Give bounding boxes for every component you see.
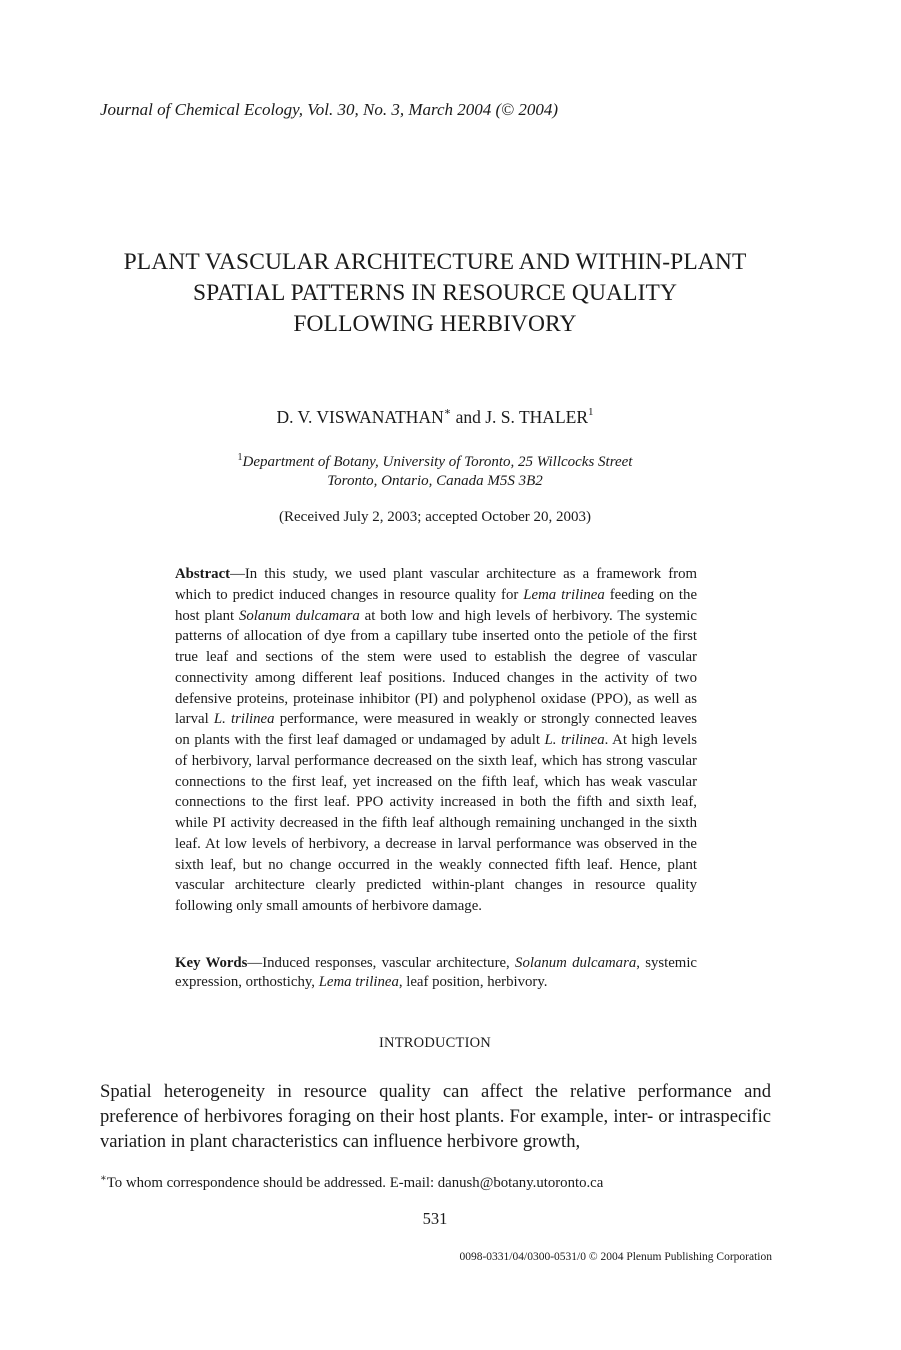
keywords-text: , systemic expression, orthostichy, [175,955,697,990]
copyright-line: 0098-0331/04/0300-0531/0 © 2004 Plenum Publishing Corporation [459,1251,772,1263]
keywords-text: , leaf position, herbivory. [398,974,548,990]
author-name: D. V. VISWANATHAN [276,406,444,427]
keywords-label: Key Words [175,955,248,971]
abstract [175,564,697,917]
abstract-text: feeding on the host plant [175,586,698,624]
abstract-text: . At high levels of herbivory, larval performance decreased on the sixth leaf, which has strong vascular connections to the first leaf, yet increased on the fifth leaf, which has weak vascular connections to the first leaf. PPO activity increased in both the fifth and sixth leaf, while PI activity decreased in the fifth leaf although remaining unchanged in the sixth leaf. At low levels of herbivory, a decrease in larval performance was observed in the sixth leaf, but no change occurred in the weakly connected fifth leaf. Hence, plant vascular architecture clearly predicted within-plant changes in resource quality following only small amounts of herbivore damage. [175,732,697,914]
received-dates: (Received July 2, 2003; accepted October 20, 2003) [279,509,591,525]
affiliation-line [120,448,750,472]
affiliation [120,448,750,491]
footnote-mark: ∗ [100,1173,107,1184]
species-name: L. trilinea [544,732,605,748]
keywords-text: —Induced responses, vascular architecture, [247,955,516,971]
abstract-label: Abstract [175,566,231,582]
author-conjunction: and [451,406,486,427]
author-name: J. S. THALER [485,406,588,427]
author-footnote-mark: ∗ [443,406,452,418]
correspondence-footnote [100,1169,771,1193]
abstract-text: performance, were measured in weakly or strongly connected leaves on plants with the first leaf damaged or undamaged by adult [175,711,697,748]
section-heading: INTRODUCTION [379,1035,491,1051]
abstract-text: —In this study, we used plant vascular architecture as a framework from which to predict induced changes in resource quality for [175,566,697,603]
species-name: Solanum dulcamara [239,607,360,624]
species-name: L. trilinea [213,711,275,728]
affiliation-mark: 1 [237,452,243,463]
footnote-text: To whom correspondence should be addressed. E-mail: danush@botany.utoronto.ca [106,1174,604,1191]
author-list [120,402,750,428]
species-name: Solanum dulcamara [515,955,637,971]
title-line: FOLLOWING HERBIVORY [293,311,577,337]
title-line: PLANT VASCULAR ARCHITECTURE AND WITHIN-PLANT [123,249,747,275]
title-line: SPATIAL PATTERNS IN RESOURCE QUALITY [192,280,678,306]
journal-citation: Journal of Chemical Ecology, Vol. 30, No. 3, March 2004 (© 2004) [100,100,559,119]
article-title [90,247,780,340]
introduction-paragraph: Spatial heterogeneity in resource quality can affect the relative performance and preference of herbivores foraging on their host plants. For example, inter- or intraspecific variation in plant characteristics can influence herbivore growth, [100,1081,771,1152]
affiliation-mark: 1 [588,406,594,418]
abstract-text: at both low and high levels of herbivory. The systemic patterns of allocation of dye from a capillary tube inserted onto the petiole of the first true leaf and sections of the stem were used to establish the degree of vascular connectivity among different leaf positions. Induced changes in the activity of two defensive proteins, proteinase inhibitor (PI) and polyphenol oxidase (PPO), as well as larval [175,607,697,728]
species-name: Lema trilinea [318,974,399,990]
species-name: Lema trilinea [523,586,605,603]
affiliation-text: Department of Botany, University of Toronto, 25 Willcocks Street [242,454,633,470]
page-number: 531 [422,1209,448,1228]
affiliation-line: Toronto, Ontario, Canada M5S 3B2 [327,473,543,489]
key-words [175,954,697,992]
